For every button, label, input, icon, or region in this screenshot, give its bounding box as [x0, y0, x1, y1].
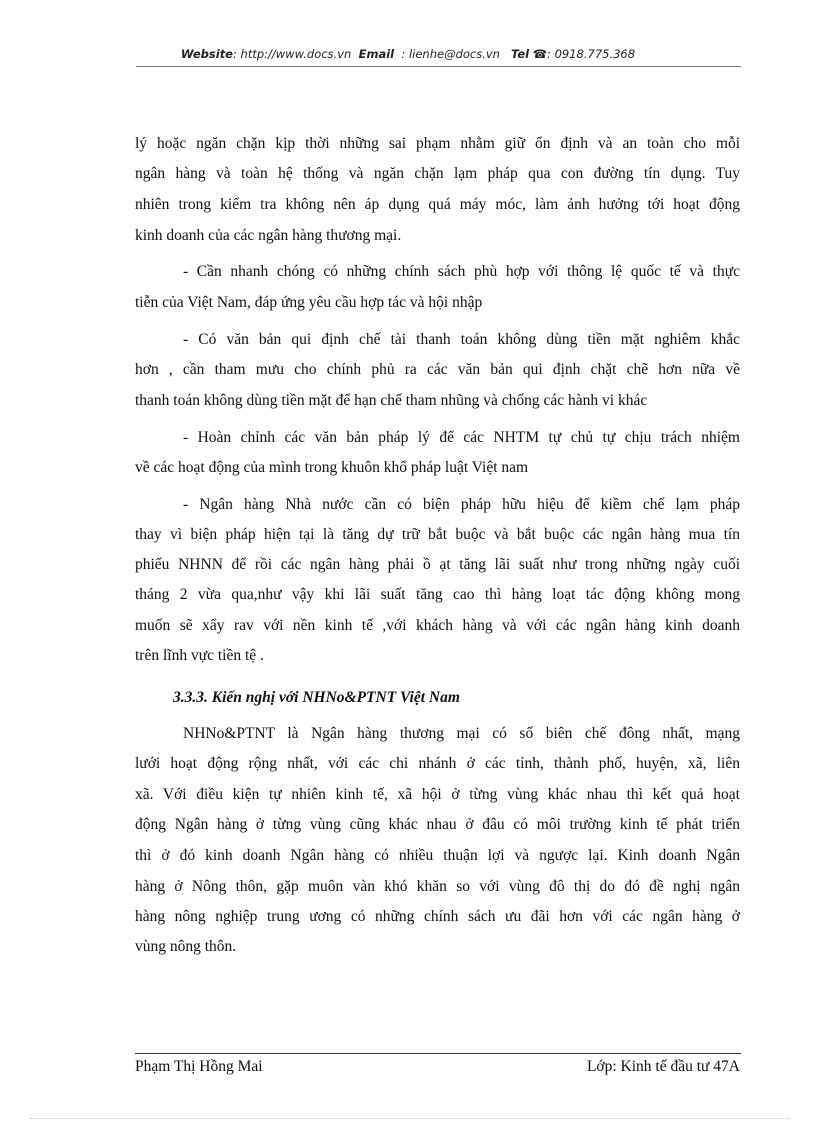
tel-number: 0918.775.368: [554, 47, 636, 61]
text-line: - Cần nhanh chóng có những chính sách phù hợp với thông lệ quốc tế và thực: [183, 263, 740, 280]
text-line: phiếu NHNN để rồi các ngân hàng phải ồ ạt tăng lãi suất như trong những ngày cuối: [135, 556, 740, 573]
phone-icon: ☎: [532, 47, 548, 61]
text-line: kinh doanh của các ngân hàng thương mại.: [135, 227, 402, 244]
text-line: - Hoàn chỉnh các văn bản pháp lý để các NHTM tự chủ tự chịu trách nhiệm: [183, 429, 740, 446]
text-line: NHNo&PTNT là Ngân hàng thương mại có số biên chế đông nhất, mạng: [183, 725, 740, 742]
footer-divider: [135, 1053, 741, 1054]
page-header: Website: http://www.docs.vn Email : lienhe@docs.vn Tel ☎: 0918.775.368: [180, 47, 636, 61]
footer-class: Lớp: Kinh tế đầu tư 47A: [586, 1058, 740, 1075]
text-line: hàng ở Nông thôn, gặp muôn vàn khó khăn so với vùng đô thị do đó đề nghị ngân: [135, 878, 740, 895]
text-line: muốn sẽ xẩy rav với nền kinh tế ,với khách hàng và với các ngân hàng kinh doanh: [135, 617, 740, 634]
text-line: thì ở đó kinh doanh Ngân hàng có nhiều thuận lợi và ngược lại. Kinh doanh Ngân: [135, 847, 740, 864]
email-link[interactable]: lienhe@docs.vn: [408, 47, 500, 61]
text-line: trên lĩnh vực tiền tệ .: [135, 647, 264, 664]
text-line: động Ngân hàng ở từng vùng cũng khác nhau ở đâu có môi trường kinh tế phát triển: [135, 816, 740, 833]
text-line: về các hoạt động của mình trong khuôn khổ pháp luật Việt nam: [135, 459, 529, 476]
text-line: vùng nông thôn.: [135, 938, 237, 955]
text-line: - Ngân hàng Nhà nước cần có biện pháp hữu hiệu để kiềm chế lạm pháp: [183, 496, 740, 513]
text-line: lý hoặc ngăn chặn kịp thời những sai phạm nhằm giữ ổn định và an toàn cho mỗi: [135, 135, 740, 152]
page-edge: [30, 1118, 790, 1119]
text-line: thanh toán không dùng tiền mặt để hạn chế tham nhũng và chống các hành vi khác: [135, 392, 648, 409]
text-line: - Có văn bản qui định chế tài thanh toán không dùng tiền mặt nghiêm khắc: [183, 331, 740, 348]
header-divider: [136, 66, 741, 67]
website-link[interactable]: http://www.docs.vn: [240, 47, 352, 61]
email-label: Email: [358, 47, 395, 61]
text-line: tháng 2 vừa qua,như vậy khi lãi suất tăng cao thì hàng loạt tác động không mong: [135, 586, 740, 603]
section-heading: 3.3.3. Kiến nghị với NHNo&PTNT Việt Nam: [173, 689, 460, 706]
text-line: hơn , cần tham mưu cho chính phủ ra các văn bản qui định chặt chẽ hơn nữa về: [135, 361, 740, 378]
text-line: tiễn của Việt Nam, đáp ứng yêu cầu hợp tác và hội nhập: [135, 294, 483, 311]
text-line: xã. Với điều kiện tự nhiên kinh tế, xã hội ở từng vùng khác nhau thì kết quả hoạt: [135, 786, 740, 803]
text-line: ngân hàng và toàn hệ thống và ngăn chặn lạm pháp qua con đường tín dụng. Tuy: [135, 165, 740, 182]
text-line: lưới hoạt động rộng nhất, với các chi nhánh ở các tỉnh, thành phố, huyện, xã, liên: [135, 755, 740, 772]
text-line: nhiên trong kiểm tra không nên áp dụng quá máy móc, làm ảnh hưởng tới hoạt động: [135, 196, 740, 213]
text-line: thay vì biện pháp hiện tại là tăng dự trữ bắt buộc và bắt buộc các ngân hàng mua tín: [135, 526, 740, 543]
footer-author: Phạm Thị Hồng Mai: [135, 1058, 263, 1075]
website-label: Website: [180, 47, 233, 61]
tel-label: Tel: [510, 47, 530, 61]
text-line: hàng nông nghiệp trung ương có những chính sách ưu đãi hơn với các ngân hàng ở: [135, 908, 740, 925]
